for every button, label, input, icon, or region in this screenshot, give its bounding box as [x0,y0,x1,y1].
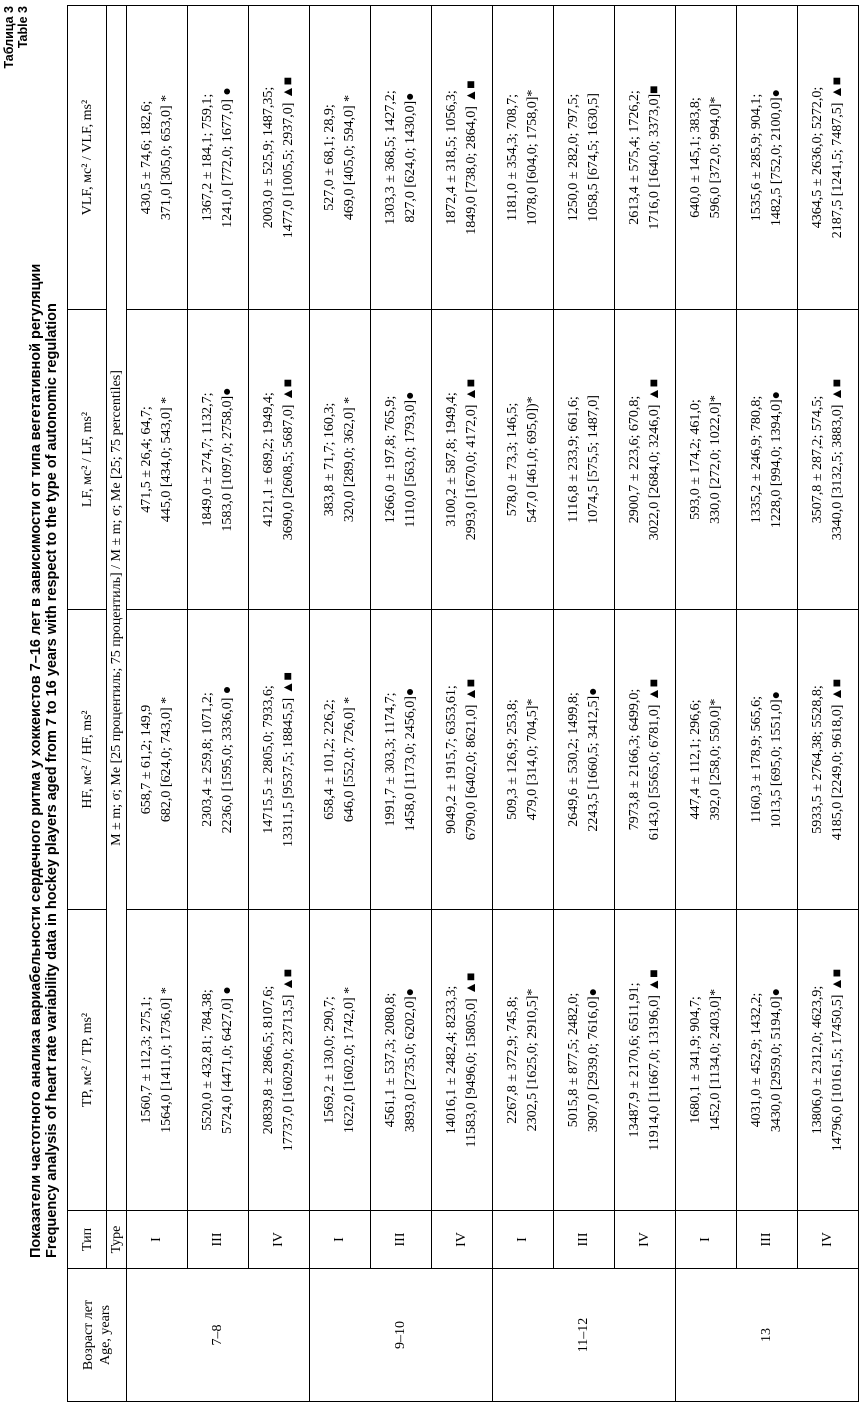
hf-cell [127,610,188,910]
lf-line-2: 330,0 [272,0; 1022,0]* [708,395,723,524]
hf-line-1: 14715,5 ± 2805,0; 7933,6; [261,685,276,834]
tp-line-1: 1560,7 ± 112,3; 275,1; [139,996,154,1124]
hf-line-2: 682,0 [624,0; 743,0] * [159,696,174,823]
table-row [188,6,249,1402]
vlf-cell [798,6,859,310]
hf-cell [798,610,859,910]
age-cell: 11–12 [493,1269,676,1402]
lf-line-1: 593,0 ± 174,2; 461,0; [688,399,703,520]
lf-line-2: 547,0 [461,0; 695,0])* [525,396,540,523]
lf-line-1: 3507,8 ± 287,2; 574,5; [810,395,825,524]
tp-cell [737,910,798,1211]
table-row [737,6,798,1402]
tp-cell [615,910,676,1211]
vlf-line-2: 596,0 [372,0; 994,0]* [708,96,723,219]
hf-line-1: 7973,8 ± 2166,3; 6499,0; [627,688,642,831]
tp-line-2: 14796,0 [10161,5; 17450,5] ▲■ [830,968,845,1152]
lf-cell [127,310,188,610]
lf-line-1: 1335,2 ± 246,9; 780,8; [749,395,764,524]
hf-line-1: 447,4 ± 112,1; 296,6; [688,699,703,820]
type-cell: III [737,1211,798,1269]
hf-line-1: 2303,4 ± 259,8; 1071,2; [200,692,215,827]
lf-cell [249,310,310,610]
table-title-ru: Показатели частотного анализа вариабельности сердечного ритма у хоккеистов 7–16 лет в зависимости от типа вегетативной регуляции [28,263,44,1258]
tp-line-2: 1564,0 [1411,0; 1736,0] * [159,987,174,1133]
age-cell: 13 [676,1269,859,1402]
tp-line-1: 5520,0 ± 432,81; 784,38; [200,989,215,1131]
tp-cell [798,910,859,1211]
table-row [371,6,432,1402]
hf-line-2: 1013,5 [695,0; 1551,0]● [769,690,784,829]
lf-line-2: 1110,0 [563,0; 1793,0]● [403,391,418,528]
lf-cell [188,310,249,610]
tp-line-1: 13487,9 ± 2170,6; 6511,91; [627,982,642,1138]
lf-line-1: 1116,8 ± 233,9; 661,6; [566,396,581,523]
vlf-line-2: 827,0 [624,0; 1430,0]● [403,92,418,223]
type-cell: III [371,1211,432,1269]
vlf-line-1: 1303,3 ± 368,5; 1427,2; [383,90,398,225]
lf-cell [737,310,798,610]
table-row [554,6,615,1402]
table-row [798,6,859,1402]
table-row [310,6,371,1402]
header-tp: TP, мс² / TP, ms² [68,910,107,1211]
header-age-en: Age, years [98,1305,113,1365]
table-row [127,6,188,1402]
lf-cell [676,310,737,610]
tp-cell [554,910,615,1211]
tp-line-2: 11914,0 [11667,0; 13196,0] ▲■ [647,969,662,1151]
hf-cell [371,610,432,910]
hf-line-2: 4185,0 [2249,0; 9618,0] ▲■ [830,678,845,841]
age-cell: 7–8 [127,1269,310,1402]
lf-line-2: 1228,0 [994,0; 1394,0]● [769,390,784,529]
hf-line-2: 2243,5 [1660,5; 3412,5]● [586,687,601,832]
lf-line-1: 578,0 ± 73,3; 146,5; [505,402,520,517]
vlf-line-2: 1849,0 [738,0; 2864,0] ▲■ [464,80,479,235]
vlf-cell [737,6,798,310]
hf-line-2: 13311,5 [9537,5; 18845,5] ▲■ [281,672,296,848]
vlf-line-2: 1716,0 [1640,0; 3373,0]■ [647,85,662,230]
hf-line-2: 6143,0 [5565,0; 6781,0] ▲■ [647,678,662,841]
vlf-line-2: 1477,0 [1005,5; 2937,0] ▲■ [281,76,296,239]
header-age [68,1269,127,1402]
vlf-line-1: 4364,5 ± 2636,0; 5272,0; [810,86,825,229]
tp-line-1: 1680,1 ± 341,9; 904,7; [688,996,703,1124]
tp-line-2: 2302,5 [1625,0; 2910,5]* [525,988,540,1132]
lf-line-2: 2993,0 [1670,0; 4172,0] ▲■ [464,378,479,541]
tp-cell [676,910,737,1211]
lf-line-1: 383,8 ± 71,7; 160,3; [322,402,337,517]
tp-line-1: 4031,0 ± 452,9; 1432,2; [749,992,764,1128]
vlf-line-2: 371,0 [305,0; 653,0] * [159,94,174,221]
vlf-line-2: 1078,0 [604,0; 1758,0]* [525,89,540,226]
tp-line-2: 5724,0 [4471,0; 6427,0] ● [220,986,235,1134]
lf-line-1: 1849,0 ± 274,7; 1132,7; [200,392,215,527]
hf-line-1: 658,7 ± 61,2; 149,9 [139,704,154,815]
type-cell: IV [798,1211,859,1269]
tp-cell [188,910,249,1211]
hrv-frequency-table [67,5,859,1402]
lf-cell [798,310,859,610]
vlf-cell [493,6,554,310]
hf-cell [554,610,615,910]
type-cell: I [493,1211,554,1269]
hf-line-1: 5933,5 ± 2764,38; 5528,8; [810,685,825,834]
type-cell: III [554,1211,615,1269]
header-age-ru: Возраст лет [81,1299,96,1371]
type-cell: I [676,1211,737,1269]
vlf-line-2: 2187,5 [1241,5; 7487,5] ▲■ [830,76,845,239]
hf-line-1: 1991,7 ± 303,3; 1174,7; [383,692,398,827]
tp-line-1: 20839,8 ± 2866,5; 8107,6; [261,985,276,1135]
lf-line-2: 1583,0 [1097,0; 2758,0]● [220,387,235,532]
table-title-en: Frequency analysis of heart rate variability data in hockey players aged from 7 to 16 years with respect to the type of autonomic regulation [44,303,60,1258]
hf-cell [432,610,493,910]
type-cell: IV [615,1211,676,1269]
lf-line-1: 3100,2 ± 587,8; 1949,4; [444,392,459,527]
vlf-line-2: 1241,0 [772,0; 1677,0] ● [220,87,235,228]
lf-line-2: 1074,5 [575,5; 1487,0] [586,395,601,524]
vlf-line-1: 1181,0 ± 354,3; 708,7; [505,94,520,221]
tp-line-1: 2267,8 ± 372,9; 745,8; [505,996,520,1124]
vlf-cell [432,6,493,310]
tp-cell [127,910,188,1211]
vlf-line-1: 1367,2 ± 184,1; 759,1; [200,93,215,222]
hf-line-1: 509,3 ± 126,9; 253,8; [505,699,520,820]
vlf-line-2: 1482,5 [752,0; 2100,0]● [769,88,784,227]
type-cell: IV [432,1211,493,1269]
tp-line-2: 3430,0 [2959,0; 5194,0]● [769,987,784,1133]
vlf-cell [615,6,676,310]
hf-line-1: 2649,6 ± 530,2; 1499,8; [566,692,581,827]
vlf-line-2: 469,0 [405,0; 594,0] * [342,94,357,221]
vlf-line-1: 1250,0 ± 282,0; 797,5; [566,93,581,222]
tp-line-1: 14016,1 ± 2482,4; 8233,3; [444,985,459,1135]
tp-line-2: 11583,0 [9496,0; 15805,0] ▲■ [464,972,479,1148]
tp-line-1: 5015,8 ± 877,5; 2482,0; [566,992,581,1128]
hf-cell [615,610,676,910]
lf-cell [554,310,615,610]
type-cell: III [188,1211,249,1269]
tp-cell [371,910,432,1211]
table-row [615,6,676,1402]
header-subheader: M ± m; σ; Me [25 процентиль; 75 процентиль] / M ± m; σ; Me [25; 75 percentiles] [107,6,127,1211]
hf-line-2: 646,0 [552,0; 726,0] * [342,696,357,823]
tp-line-2: 1452,0 [1134,0; 2403,0]* [708,988,723,1132]
vlf-cell [127,6,188,310]
type-cell: I [127,1211,188,1269]
hf-line-2: 479,0 [314,0; 704,5]* [525,698,540,821]
lf-line-1: 2900,7 ± 223,6; 670,8; [627,395,642,524]
vlf-line-1: 2613,4 ± 575,4; 1726,2; [627,90,642,225]
lf-line-1: 471,5 ± 26,4; 64,7; [139,406,154,513]
vlf-line-1: 430,5 ± 74,6; 182,6; [139,100,154,215]
hf-line-2: 392,0 [258,0; 550,0]* [708,698,723,821]
age-cell: 9–10 [310,1269,493,1402]
lf-line-2: 3022,0 [2684,0; 3246,0] ▲■ [647,378,662,541]
lf-line-2: 445,0 [434,0; 543,0] * [159,396,174,523]
lf-line-2: 3340,0 [3132,5; 3883,0] ▲■ [830,378,845,541]
tp-cell [310,910,371,1211]
tp-cell [493,910,554,1211]
lf-cell [310,310,371,610]
header-type-ru: Тип [68,1211,107,1269]
type-cell: I [310,1211,371,1269]
hf-line-2: 1458,0 [1173,0; 2456,0]● [403,687,418,832]
tp-cell [432,910,493,1211]
hf-line-2: 2236,0 [1595,0; 3336,0] ● [220,685,235,834]
vlf-line-2: 1058,5 [674,5; 1630,5] [586,93,601,222]
type-cell: IV [249,1211,310,1269]
lf-line-2: 320,0 [289,0; 362,0] * [342,396,357,523]
hf-line-1: 658,4 ± 101,2; 226,2; [322,699,337,820]
vlf-cell [371,6,432,310]
tp-line-1: 13806,0 ± 2312,0; 4623,9; [810,985,825,1135]
vlf-line-1: 1872,4 ± 318,5; 1056,3; [444,90,459,225]
tp-line-2: 1622,0 [1602,0; 1742,0] * [342,986,357,1134]
lf-cell [493,310,554,610]
vlf-line-1: 640,0 ± 145,1; 383,8; [688,97,703,218]
hf-cell [188,610,249,910]
tp-line-2: 3907,0 [2939,0; 7616,0]● [586,987,601,1133]
vlf-line-1: 527,0 ± 68,1; 28,9; [322,104,337,211]
vlf-cell [310,6,371,310]
hf-cell [249,610,310,910]
hf-line-1: 1160,3 ± 178,9; 565,6; [749,696,764,823]
table-row [676,6,737,1402]
table-row [432,6,493,1402]
tp-line-2: 17737,0 [16029,0; 23713,5] ▲■ [281,968,296,1152]
tp-cell [249,910,310,1211]
tp-line-1: 4561,1 ± 537,3; 2080,8; [383,992,398,1128]
table-row [249,6,310,1402]
header-hf: HF, мс² / HF, ms² [68,610,107,910]
hf-cell [493,610,554,910]
vlf-cell [249,6,310,310]
vlf-cell [554,6,615,310]
table-label-ru: Таблица 3 [2,6,16,69]
lf-line-1: 4121,1 ± 689,2; 1949,4; [261,392,276,527]
lf-line-2: 3690,0 [2608,5; 5687,0] ▲■ [281,378,296,541]
hf-cell [737,610,798,910]
header-lf: LF, мс² / LF, ms² [68,310,107,610]
header-vlf: VLF, мс² / VLF, ms² [68,6,107,310]
vlf-cell [676,6,737,310]
vlf-line-1: 2003,0 ± 525,9; 1487,35; [261,86,276,229]
hf-cell [310,610,371,910]
table-label-en: Table 3 [16,6,30,49]
vlf-cell [188,6,249,310]
lf-cell [432,310,493,610]
tp-line-1: 1569,2 ± 130,0; 290,7; [322,996,337,1124]
vlf-line-1: 1535,6 ± 285,9; 904,1; [749,93,764,222]
tp-line-2: 3893,0 [2735,0; 6202,0]● [403,987,418,1133]
table-row [493,6,554,1402]
hf-line-1: 9049,2 ± 1915,7; 6353,61; [444,685,459,834]
lf-line-1: 1266,0 ± 197,8; 765,9; [383,395,398,524]
hf-cell [676,610,737,910]
lf-cell [615,310,676,610]
hf-line-2: 6790,0 [6402,0; 8621,0] ▲■ [464,678,479,841]
header-type-en: Type [107,1211,127,1269]
lf-cell [371,310,432,610]
